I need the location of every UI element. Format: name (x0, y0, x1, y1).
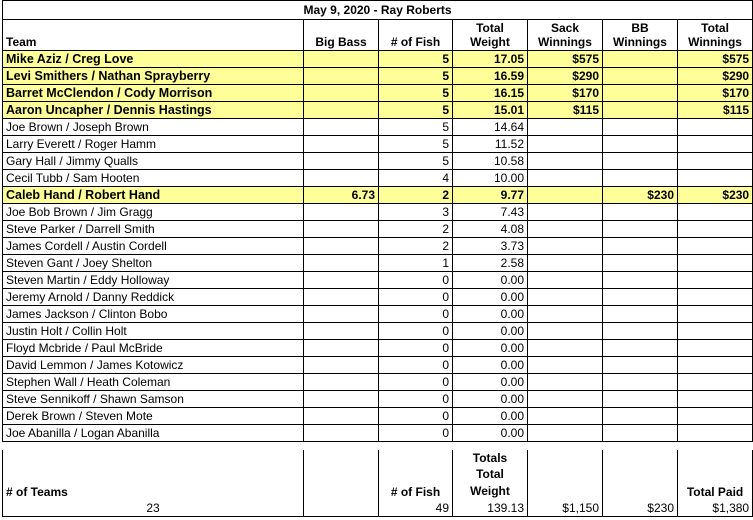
bb-winnings-cell (603, 153, 678, 170)
total-winnings-cell (678, 323, 753, 340)
team-cell: Cecil Tubb / Sam Hooten (3, 170, 304, 187)
total-weight-cell: 16.59 (453, 68, 528, 85)
table-row (3, 374, 753, 391)
team-cell: Steven Gant / Joey Shelton (3, 255, 304, 272)
team-cell: Floyd Mcbride / Paul McBride (3, 340, 304, 357)
num-fish-cell: 0 (379, 391, 453, 408)
table-row (3, 85, 753, 102)
num-fish-cell: 5 (379, 153, 453, 170)
totals-value-row (3, 500, 753, 517)
table-row (3, 340, 753, 357)
big-bass-cell (304, 136, 379, 153)
num-fish-cell: 5 (379, 51, 453, 68)
table-row (3, 255, 753, 272)
team-cell: Steve Parker / Darrell Smith (3, 221, 304, 238)
total-winnings-cell (678, 272, 753, 289)
total-weight-cell: 11.52 (453, 136, 528, 153)
total-winnings-cell: $290 (678, 68, 753, 85)
sack-winnings-cell (528, 187, 603, 204)
total-winnings-cell: $575 (678, 51, 753, 68)
sack-winnings-cell (528, 272, 603, 289)
total-winnings-cell (678, 289, 753, 306)
sack-winnings-cell (528, 255, 603, 272)
bb-winnings-cell (603, 119, 678, 136)
sack-winnings-cell (528, 306, 603, 323)
sack-winnings-cell (528, 425, 603, 442)
big-bass-cell (304, 306, 379, 323)
total-winnings-cell: $115 (678, 102, 753, 119)
total-weight-cell: 0.00 (453, 391, 528, 408)
totals-total-weight: 139.13 (453, 500, 528, 517)
big-bass-cell (304, 153, 379, 170)
header-sack-winnings: Sack Winnings (528, 20, 603, 51)
num-fish-cell: 5 (379, 136, 453, 153)
num-fish-cell: 0 (379, 323, 453, 340)
total-winnings-cell (678, 119, 753, 136)
num-fish-cell: 5 (379, 85, 453, 102)
total-weight-cell: 15.01 (453, 102, 528, 119)
big-bass-cell (304, 425, 379, 442)
table-row (3, 238, 753, 255)
big-bass-cell (304, 119, 379, 136)
header-big-bass: Big Bass (304, 20, 379, 51)
table-row (3, 306, 753, 323)
big-bass-cell (304, 408, 379, 425)
big-bass-cell (304, 68, 379, 85)
table-row (3, 204, 753, 221)
table-row (3, 187, 753, 204)
num-fish-cell: 0 (379, 289, 453, 306)
header-total-weight: Total Weight (453, 20, 528, 51)
sack-winnings-cell (528, 408, 603, 425)
total-winnings-cell (678, 136, 753, 153)
totals-heading-row (3, 450, 753, 466)
header-total-winnings: Total Winnings (678, 20, 753, 51)
big-bass-cell (304, 357, 379, 374)
num-fish-cell: 4 (379, 170, 453, 187)
team-cell: Levi Smithers / Nathan Sprayberry (3, 68, 304, 85)
total-winnings-cell (678, 255, 753, 272)
num-fish-cell: 0 (379, 374, 453, 391)
num-fish-cell: 2 (379, 221, 453, 238)
total-winnings-cell (678, 170, 753, 187)
big-bass-cell (304, 51, 379, 68)
header-team: Team (3, 20, 304, 51)
team-cell: Aaron Uncapher / Dennis Hastings (3, 102, 304, 119)
total-winnings-cell (678, 153, 753, 170)
table-row (3, 221, 753, 238)
sack-winnings-cell: $115 (528, 102, 603, 119)
team-cell: Steve Sennikoff / Shawn Samson (3, 391, 304, 408)
bb-winnings-cell (603, 255, 678, 272)
total-weight-cell: 10.00 (453, 170, 528, 187)
total-weight-cell: 0.00 (453, 425, 528, 442)
totals-num-teams: 23 (3, 500, 304, 517)
big-bass-cell (304, 340, 379, 357)
team-cell: Justin Holt / Collin Holt (3, 323, 304, 340)
team-cell: Derek Brown / Steven Mote (3, 408, 304, 425)
bb-winnings-cell (603, 51, 678, 68)
bb-winnings-cell (603, 306, 678, 323)
total-winnings-cell (678, 357, 753, 374)
totals-heading: Totals (453, 450, 528, 466)
sack-winnings-cell: $170 (528, 85, 603, 102)
num-fish-cell: 0 (379, 425, 453, 442)
team-cell: Stephen Wall / Heath Coleman (3, 374, 304, 391)
big-bass-cell (304, 85, 379, 102)
total-weight-cell: 7.43 (453, 204, 528, 221)
table-row (3, 323, 753, 340)
total-winnings-cell (678, 408, 753, 425)
num-fish-cell: 0 (379, 306, 453, 323)
total-weight-cell: 0.00 (453, 357, 528, 374)
totals-num-teams-label: # of Teams (3, 466, 304, 500)
num-fish-cell: 0 (379, 272, 453, 289)
table-row (3, 153, 753, 170)
totals-total-weight-label: Total Weight (453, 466, 528, 500)
sack-winnings-cell (528, 374, 603, 391)
total-weight-cell: 4.08 (453, 221, 528, 238)
sack-winnings-cell (528, 238, 603, 255)
bb-winnings-cell (603, 102, 678, 119)
team-cell: Gary Hall / Jimmy Qualls (3, 153, 304, 170)
totals-num-fish-label: # of Fish (379, 466, 453, 500)
num-fish-cell: 0 (379, 408, 453, 425)
total-winnings-cell (678, 306, 753, 323)
team-cell: David Lemmon / James Kotowicz (3, 357, 304, 374)
total-winnings-cell (678, 425, 753, 442)
total-weight-cell: 0.00 (453, 340, 528, 357)
total-weight-cell: 3.73 (453, 238, 528, 255)
sack-winnings-cell (528, 221, 603, 238)
team-cell: Barret McClendon / Cody Morrison (3, 85, 304, 102)
totals-bb-total: $230 (603, 500, 678, 517)
sack-winnings-cell (528, 170, 603, 187)
team-cell: Jeremy Arnold / Danny Reddick (3, 289, 304, 306)
num-fish-cell: 2 (379, 187, 453, 204)
header-row (3, 20, 753, 51)
total-winnings-cell (678, 238, 753, 255)
sack-winnings-cell (528, 119, 603, 136)
spacer-row (3, 442, 753, 451)
sack-winnings-cell (528, 340, 603, 357)
total-weight-cell: 0.00 (453, 289, 528, 306)
total-winnings-cell: $230 (678, 187, 753, 204)
big-bass-cell (304, 272, 379, 289)
total-weight-cell: 9.77 (453, 187, 528, 204)
sack-winnings-cell (528, 357, 603, 374)
table-row (3, 408, 753, 425)
totals-label-row (3, 466, 753, 500)
big-bass-cell (304, 289, 379, 306)
big-bass-cell (304, 255, 379, 272)
total-weight-cell: 0.00 (453, 408, 528, 425)
bb-winnings-cell (603, 391, 678, 408)
totals-total-paid-label: Total Paid (678, 466, 753, 500)
sack-winnings-cell (528, 391, 603, 408)
total-weight-cell: 0.00 (453, 323, 528, 340)
bb-winnings-cell (603, 204, 678, 221)
results-table (2, 0, 753, 517)
sack-winnings-cell: $290 (528, 68, 603, 85)
bb-winnings-cell (603, 272, 678, 289)
bb-winnings-cell: $230 (603, 187, 678, 204)
team-cell: Steven Martin / Eddy Holloway (3, 272, 304, 289)
sack-winnings-cell (528, 153, 603, 170)
num-fish-cell: 5 (379, 119, 453, 136)
total-weight-cell: 0.00 (453, 306, 528, 323)
big-bass-cell (304, 323, 379, 340)
big-bass-cell (304, 391, 379, 408)
header-num-fish: # of Fish (379, 20, 453, 51)
big-bass-cell (304, 170, 379, 187)
team-cell: Joe Abanilla / Logan Abanilla (3, 425, 304, 442)
totals-sack-total: $1,150 (528, 500, 603, 517)
bb-winnings-cell (603, 170, 678, 187)
total-weight-cell: 0.00 (453, 374, 528, 391)
total-winnings-cell (678, 204, 753, 221)
total-winnings-cell: $170 (678, 85, 753, 102)
total-winnings-cell (678, 340, 753, 357)
table-row (3, 357, 753, 374)
sack-winnings-cell (528, 323, 603, 340)
num-fish-cell: 0 (379, 357, 453, 374)
big-bass-cell: 6.73 (304, 187, 379, 204)
big-bass-cell (304, 238, 379, 255)
bb-winnings-cell (603, 85, 678, 102)
big-bass-cell (304, 204, 379, 221)
big-bass-cell (304, 221, 379, 238)
bb-winnings-cell (603, 425, 678, 442)
sack-winnings-cell (528, 204, 603, 221)
total-winnings-cell (678, 391, 753, 408)
bb-winnings-cell (603, 323, 678, 340)
sack-winnings-cell (528, 136, 603, 153)
num-fish-cell: 2 (379, 238, 453, 255)
team-cell: James Cordell / Austin Cordell (3, 238, 304, 255)
num-fish-cell: 3 (379, 204, 453, 221)
page-title: May 9, 2020 - Ray Roberts (3, 1, 753, 20)
total-weight-cell: 0.00 (453, 272, 528, 289)
team-cell: Mike Aziz / Creg Love (3, 51, 304, 68)
bb-winnings-cell (603, 408, 678, 425)
num-fish-cell: 0 (379, 340, 453, 357)
totals-total-paid: $1,380 (678, 500, 753, 517)
bb-winnings-cell (603, 374, 678, 391)
title-row (3, 1, 753, 20)
big-bass-cell (304, 374, 379, 391)
bb-winnings-cell (603, 340, 678, 357)
table-row (3, 51, 753, 68)
bb-winnings-cell (603, 357, 678, 374)
table-row (3, 68, 753, 85)
team-cell: Joe Bob Brown / Jim Gragg (3, 204, 304, 221)
bb-winnings-cell (603, 68, 678, 85)
total-winnings-cell (678, 374, 753, 391)
table-row (3, 425, 753, 442)
total-weight-cell: 17.05 (453, 51, 528, 68)
sack-winnings-cell (528, 289, 603, 306)
total-weight-cell: 16.15 (453, 85, 528, 102)
total-winnings-cell (678, 221, 753, 238)
table-row (3, 289, 753, 306)
total-weight-cell: 10.58 (453, 153, 528, 170)
big-bass-cell (304, 102, 379, 119)
totals-num-fish: 49 (379, 500, 453, 517)
num-fish-cell: 1 (379, 255, 453, 272)
bb-winnings-cell (603, 221, 678, 238)
team-cell: Caleb Hand / Robert Hand (3, 187, 304, 204)
bb-winnings-cell (603, 289, 678, 306)
header-bb-winnings: BB Winnings (603, 20, 678, 51)
table-row (3, 272, 753, 289)
team-cell: James Jackson / Clinton Bobo (3, 306, 304, 323)
table-row (3, 119, 753, 136)
total-weight-cell: 14.64 (453, 119, 528, 136)
team-cell: Larry Everett / Roger Hamm (3, 136, 304, 153)
sack-winnings-cell: $575 (528, 51, 603, 68)
bb-winnings-cell (603, 238, 678, 255)
team-cell: Joe Brown / Joseph Brown (3, 119, 304, 136)
total-weight-cell: 2.58 (453, 255, 528, 272)
table-row (3, 136, 753, 153)
bb-winnings-cell (603, 136, 678, 153)
num-fish-cell: 5 (379, 102, 453, 119)
table-row (3, 391, 753, 408)
table-row (3, 170, 753, 187)
num-fish-cell: 5 (379, 68, 453, 85)
table-row (3, 102, 753, 119)
